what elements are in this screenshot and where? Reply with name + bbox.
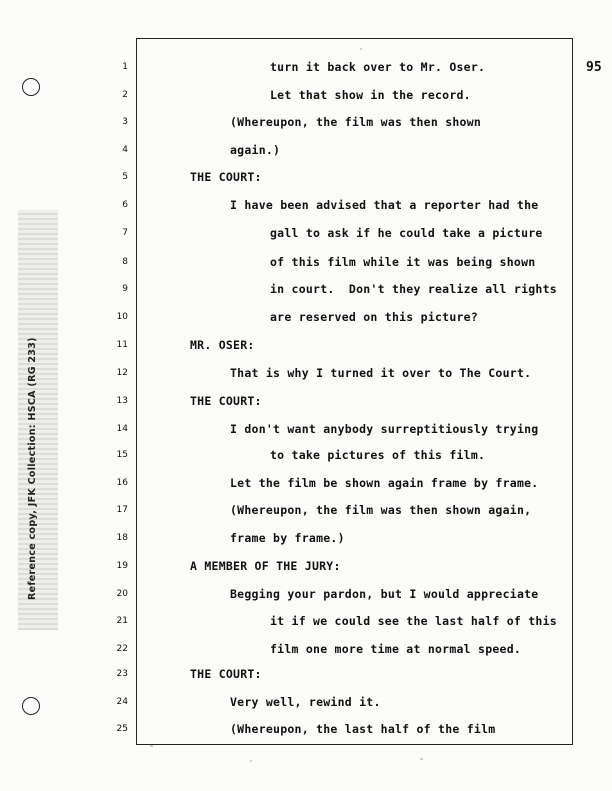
transcript-line: Let the film be shown again frame by frame. — [230, 476, 539, 490]
punch-hole-bottom — [22, 697, 40, 715]
transcript-line: film one more time at normal speed. — [270, 642, 522, 656]
line-number: 25 — [116, 724, 128, 734]
line-number: 1 — [122, 62, 128, 72]
transcript-frame — [136, 38, 573, 745]
line-number: 11 — [116, 340, 128, 350]
line-number: 4 — [122, 145, 128, 155]
line-number: 16 — [116, 478, 128, 488]
transcript-line: (Whereupon, the last half of the film — [230, 722, 496, 736]
line-number: 22 — [116, 644, 128, 654]
line-number: 15 — [116, 450, 128, 460]
transcript-line: Begging your pardon, but I would appreciate — [230, 587, 539, 601]
archive-stamp-strip — [18, 210, 58, 630]
line-number: 13 — [116, 396, 128, 406]
punch-hole-top — [22, 78, 40, 96]
line-number: 20 — [116, 589, 128, 599]
scan-speck — [150, 745, 153, 747]
page-number: 95 — [586, 60, 602, 75]
line-number: 14 — [116, 424, 128, 434]
archive-stamp-text: Reference copy, JFK Collection: HSCA (RG 233) — [27, 337, 38, 600]
line-number: 3 — [122, 117, 128, 127]
transcript-line: I don't want anybody surreptitiously trying — [230, 422, 539, 436]
line-number: 8 — [122, 257, 128, 267]
transcript-line: turn it back over to Mr. Oser. — [270, 60, 486, 74]
transcript-line: THE COURT: — [190, 394, 262, 408]
line-number: 23 — [116, 669, 128, 679]
transcript-line: in court. Don't they realize all rights — [270, 282, 557, 296]
scan-speck — [360, 48, 362, 50]
line-number: 5 — [122, 172, 128, 182]
transcript-line: (Whereupon, the film was then shown again, — [230, 503, 532, 517]
transcript-line: I have been advised that a reporter had the — [230, 198, 539, 212]
transcript-line: A MEMBER OF THE JURY: — [190, 559, 341, 573]
line-number: 6 — [122, 200, 128, 210]
line-number: 2 — [122, 90, 128, 100]
line-number: 18 — [116, 533, 128, 543]
line-number: 10 — [116, 312, 128, 322]
transcript-line: frame by frame.) — [230, 531, 345, 545]
line-number: 17 — [116, 505, 128, 515]
transcript-line: Very well, rewind it. — [230, 695, 381, 709]
transcript-line: it if we could see the last half of this — [270, 614, 557, 628]
transcript-line: Let that show in the record. — [270, 88, 471, 102]
line-number: 19 — [116, 561, 128, 571]
transcript-line: THE COURT: — [190, 667, 262, 681]
transcript-line: MR. OSER: — [190, 338, 255, 352]
line-number: 24 — [116, 697, 128, 707]
line-number: 9 — [122, 284, 128, 294]
scan-speck — [420, 758, 423, 760]
transcript-line: to take pictures of this film. — [270, 448, 486, 462]
transcript-line: gall to ask if he could take a picture — [270, 226, 543, 240]
scan-speck — [250, 760, 252, 762]
transcript-line: That is why I turned it over to The Court. — [230, 366, 532, 380]
line-number: 21 — [116, 616, 128, 626]
transcript-line: of this film while it was being shown — [270, 255, 536, 269]
line-number: 12 — [116, 368, 128, 378]
transcript-line: THE COURT: — [190, 170, 262, 184]
transcript-line: again.) — [230, 143, 281, 157]
line-number: 7 — [122, 228, 128, 238]
transcript-line: (Whereupon, the film was then shown — [230, 115, 482, 129]
transcript-line: are reserved on this picture? — [270, 310, 479, 324]
